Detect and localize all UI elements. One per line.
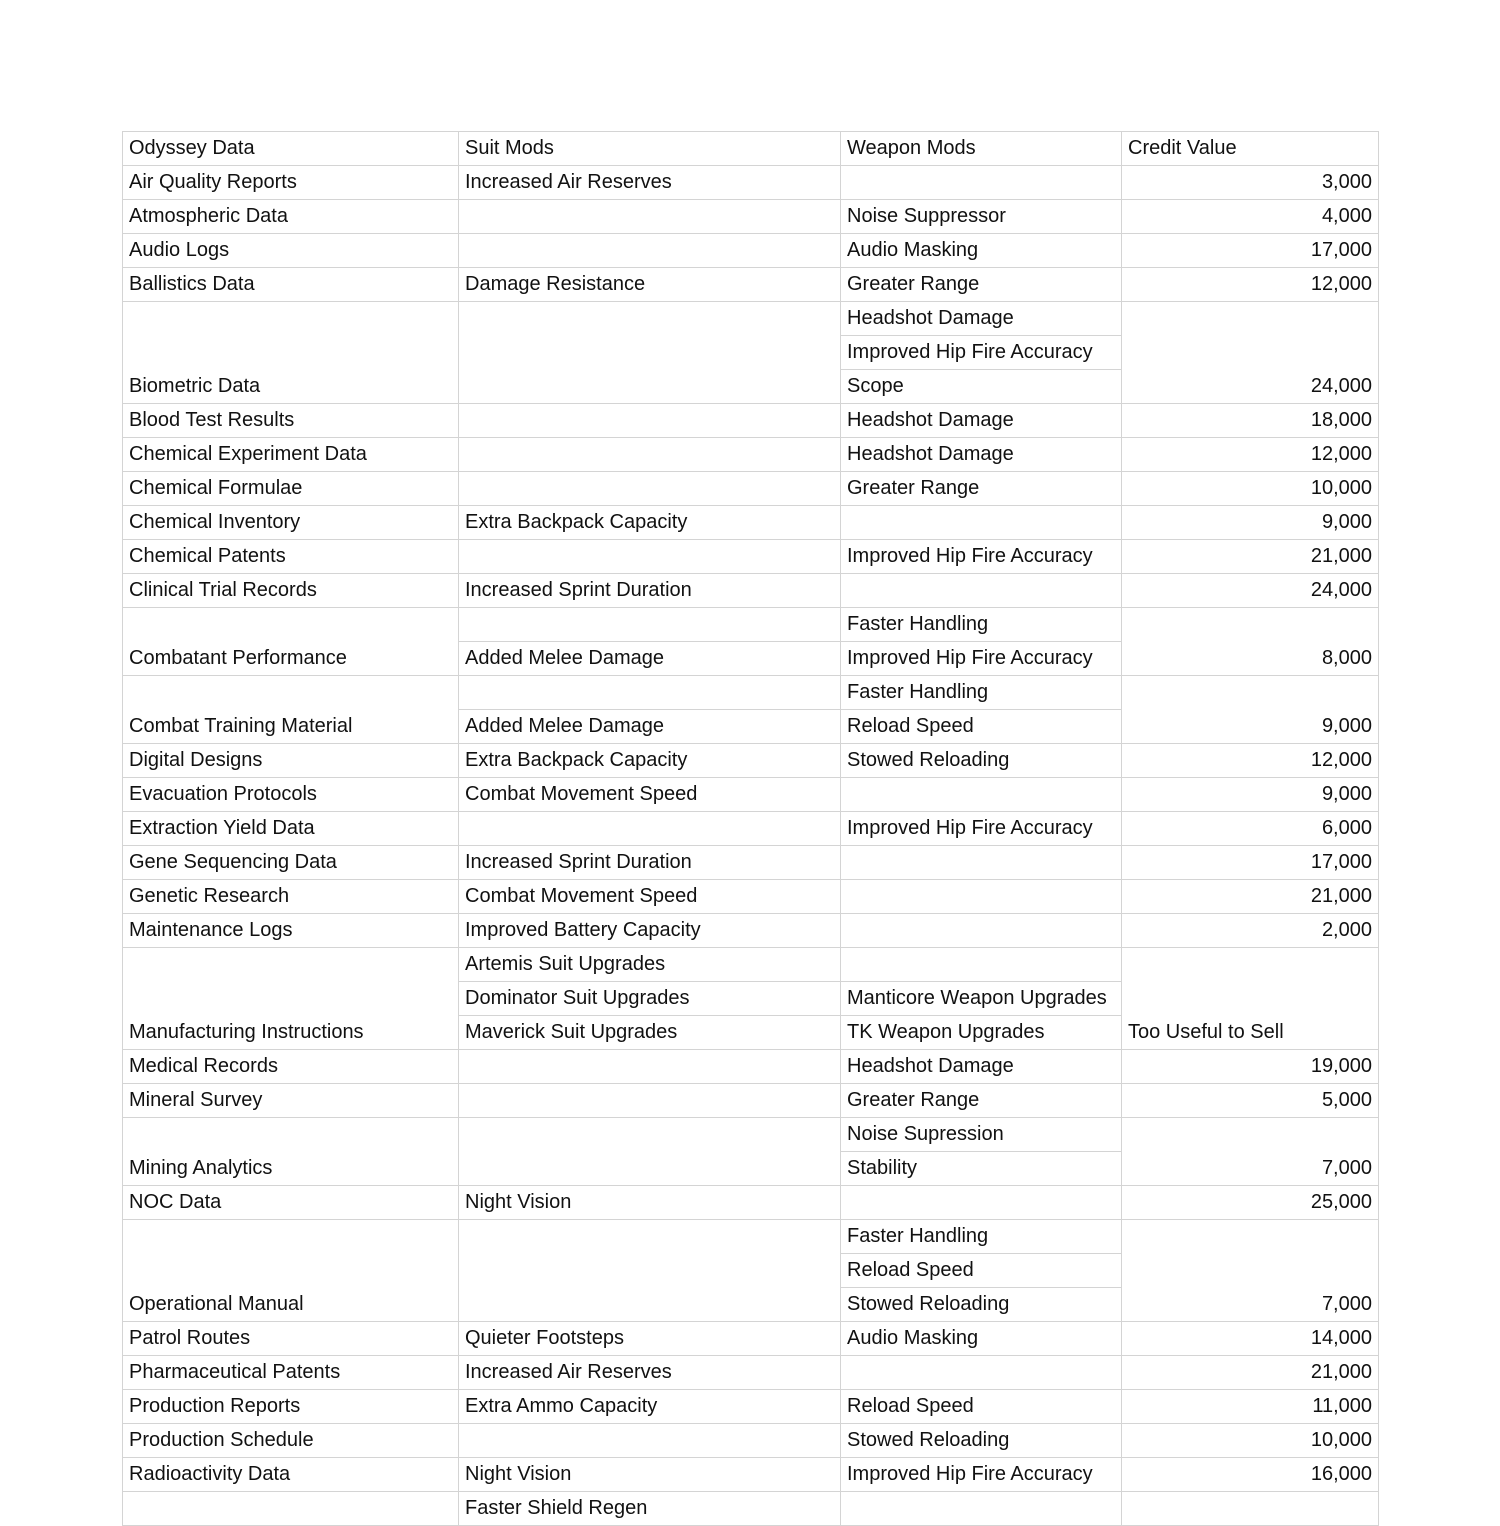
credit-value-cell: 10,000 xyxy=(1122,472,1379,506)
table-body xyxy=(123,132,1379,1526)
weapon-mods-cell: Headshot Damage xyxy=(841,1050,1122,1084)
odyssey-data-cell: Manufacturing Instructions xyxy=(123,948,459,1050)
weapon-mods-cell: Greater Range xyxy=(841,472,1122,506)
odyssey-data-cell: Chemical Experiment Data xyxy=(123,438,459,472)
weapon-mods-cell: Reload Speed xyxy=(841,710,1122,744)
table-row xyxy=(123,1458,1379,1492)
suit-mods-cell: Night Vision xyxy=(459,1458,841,1492)
credit-value-cell: 11,000 xyxy=(1122,1390,1379,1424)
weapon-mods-cell: Scope xyxy=(841,370,1122,404)
credit-value-cell: 9,000 xyxy=(1122,778,1379,812)
credit-value-cell: 9,000 xyxy=(1122,676,1379,744)
odyssey-data-cell: Chemical Formulae xyxy=(123,472,459,506)
odyssey-data-cell: Patrol Routes xyxy=(123,1322,459,1356)
odyssey-data-cell: Air Quality Reports xyxy=(123,166,459,200)
weapon-mods-cell: Stability xyxy=(841,1152,1122,1186)
credit-value-cell xyxy=(1122,1492,1379,1526)
odyssey-data-cell: Mineral Survey xyxy=(123,1084,459,1118)
table-row xyxy=(123,744,1379,778)
credit-value-cell: 17,000 xyxy=(1122,234,1379,268)
suit-mods-cell xyxy=(459,812,841,846)
table-row xyxy=(123,1118,1379,1152)
table-row xyxy=(123,1356,1379,1390)
table-row xyxy=(123,880,1379,914)
weapon-mods-cell xyxy=(841,948,1122,982)
odyssey-data-table xyxy=(122,131,1379,1526)
odyssey-data-cell: Evacuation Protocols xyxy=(123,778,459,812)
table-row xyxy=(123,472,1379,506)
table-row xyxy=(123,404,1379,438)
weapon-mods-cell xyxy=(841,880,1122,914)
table-row xyxy=(123,1220,1379,1254)
weapon-mods-cell: Audio Masking xyxy=(841,234,1122,268)
credit-value-cell: 12,000 xyxy=(1122,268,1379,302)
header-suit-mods: Suit Mods xyxy=(459,132,841,166)
suit-mods-cell: Increased Sprint Duration xyxy=(459,846,841,880)
weapon-mods-cell xyxy=(841,846,1122,880)
odyssey-data-cell: Maintenance Logs xyxy=(123,914,459,948)
table-row xyxy=(123,948,1379,982)
table-row xyxy=(123,438,1379,472)
suit-mods-cell: Added Melee Damage xyxy=(459,710,841,744)
suit-mods-cell xyxy=(459,1118,841,1186)
table-row xyxy=(123,608,1379,642)
odyssey-data-cell: Operational Manual xyxy=(123,1220,459,1322)
table-row xyxy=(123,676,1379,710)
odyssey-data-cell: Atmospheric Data xyxy=(123,200,459,234)
suit-mods-cell xyxy=(459,302,841,404)
suit-mods-cell xyxy=(459,608,841,642)
weapon-mods-cell: Improved Hip Fire Accuracy xyxy=(841,1458,1122,1492)
header-credit-value: Credit Value xyxy=(1122,132,1379,166)
credit-value-cell: 4,000 xyxy=(1122,200,1379,234)
table-row xyxy=(123,574,1379,608)
table-row xyxy=(123,200,1379,234)
table-row xyxy=(123,846,1379,880)
suit-mods-cell xyxy=(459,200,841,234)
suit-mods-cell: Added Melee Damage xyxy=(459,642,841,676)
weapon-mods-cell xyxy=(841,1186,1122,1220)
weapon-mods-cell: Noise Suppressor xyxy=(841,200,1122,234)
table-row xyxy=(123,268,1379,302)
table-row xyxy=(123,166,1379,200)
credit-value-cell: 5,000 xyxy=(1122,1084,1379,1118)
table-row xyxy=(123,302,1379,336)
odyssey-data-cell: Audio Logs xyxy=(123,234,459,268)
table-row xyxy=(123,540,1379,574)
credit-value-cell: 25,000 xyxy=(1122,1186,1379,1220)
weapon-mods-cell: Improved Hip Fire Accuracy xyxy=(841,642,1122,676)
credit-value-cell: 12,000 xyxy=(1122,744,1379,778)
weapon-mods-cell xyxy=(841,778,1122,812)
odyssey-data-cell: Gene Sequencing Data xyxy=(123,846,459,880)
weapon-mods-cell: Improved Hip Fire Accuracy xyxy=(841,540,1122,574)
table-row xyxy=(123,234,1379,268)
suit-mods-cell: Damage Resistance xyxy=(459,268,841,302)
odyssey-data-cell: Ballistics Data xyxy=(123,268,459,302)
weapon-mods-cell: TK Weapon Upgrades xyxy=(841,1016,1122,1050)
suit-mods-cell: Extra Backpack Capacity xyxy=(459,744,841,778)
odyssey-data-cell: NOC Data xyxy=(123,1186,459,1220)
table-row xyxy=(123,506,1379,540)
table-row xyxy=(123,1322,1379,1356)
credit-value-cell: 21,000 xyxy=(1122,540,1379,574)
credit-value-cell: 12,000 xyxy=(1122,438,1379,472)
odyssey-data-cell: Extraction Yield Data xyxy=(123,812,459,846)
weapon-mods-cell: Improved Hip Fire Accuracy xyxy=(841,336,1122,370)
header-row xyxy=(123,132,1379,166)
credit-value-cell: 2,000 xyxy=(1122,914,1379,948)
weapon-mods-cell xyxy=(841,914,1122,948)
odyssey-data-cell: Combatant Performance xyxy=(123,608,459,676)
odyssey-data-cell: Chemical Inventory xyxy=(123,506,459,540)
weapon-mods-cell: Reload Speed xyxy=(841,1390,1122,1424)
weapon-mods-cell: Headshot Damage xyxy=(841,302,1122,336)
suit-mods-cell xyxy=(459,438,841,472)
credit-value-cell: 7,000 xyxy=(1122,1118,1379,1186)
credit-value-cell: Too Useful to Sell xyxy=(1122,948,1379,1050)
weapon-mods-cell: Headshot Damage xyxy=(841,404,1122,438)
table-row xyxy=(123,1186,1379,1220)
odyssey-data-cell: Blood Test Results xyxy=(123,404,459,438)
suit-mods-cell xyxy=(459,1050,841,1084)
table-row xyxy=(123,1492,1379,1526)
suit-mods-cell: Night Vision xyxy=(459,1186,841,1220)
weapon-mods-cell xyxy=(841,1492,1122,1526)
credit-value-cell: 10,000 xyxy=(1122,1424,1379,1458)
suit-mods-cell: Increased Sprint Duration xyxy=(459,574,841,608)
odyssey-data-cell: Combat Training Material xyxy=(123,676,459,744)
suit-mods-cell: Faster Shield Regen xyxy=(459,1492,841,1526)
credit-value-cell: 21,000 xyxy=(1122,1356,1379,1390)
odyssey-data-cell: Digital Designs xyxy=(123,744,459,778)
odyssey-data-cell: Clinical Trial Records xyxy=(123,574,459,608)
weapon-mods-cell: Stowed Reloading xyxy=(841,744,1122,778)
weapon-mods-cell xyxy=(841,506,1122,540)
table-row xyxy=(123,914,1379,948)
suit-mods-cell: Artemis Suit Upgrades xyxy=(459,948,841,982)
suit-mods-cell xyxy=(459,1424,841,1458)
weapon-mods-cell xyxy=(841,574,1122,608)
suit-mods-cell: Combat Movement Speed xyxy=(459,778,841,812)
weapon-mods-cell: Faster Handling xyxy=(841,608,1122,642)
credit-value-cell: 21,000 xyxy=(1122,880,1379,914)
odyssey-data-cell: Genetic Research xyxy=(123,880,459,914)
odyssey-data-cell: Chemical Patents xyxy=(123,540,459,574)
header-odyssey-data: Odyssey Data xyxy=(123,132,459,166)
odyssey-data-cell: Production Reports xyxy=(123,1390,459,1424)
suit-mods-cell xyxy=(459,472,841,506)
credit-value-cell: 8,000 xyxy=(1122,608,1379,676)
suit-mods-cell: Improved Battery Capacity xyxy=(459,914,841,948)
suit-mods-cell: Dominator Suit Upgrades xyxy=(459,982,841,1016)
weapon-mods-cell: Faster Handling xyxy=(841,1220,1122,1254)
table-row xyxy=(123,1050,1379,1084)
suit-mods-cell: Increased Air Reserves xyxy=(459,1356,841,1390)
weapon-mods-cell: Faster Handling xyxy=(841,676,1122,710)
credit-value-cell: 14,000 xyxy=(1122,1322,1379,1356)
odyssey-data-cell: Radioactivity Data xyxy=(123,1458,459,1492)
table-row xyxy=(123,1084,1379,1118)
odyssey-data-cell: Medical Records xyxy=(123,1050,459,1084)
credit-value-cell: 7,000 xyxy=(1122,1220,1379,1322)
odyssey-data-cell: Production Schedule xyxy=(123,1424,459,1458)
weapon-mods-cell: Noise Supression xyxy=(841,1118,1122,1152)
table-row xyxy=(123,778,1379,812)
credit-value-cell: 18,000 xyxy=(1122,404,1379,438)
weapon-mods-cell: Manticore Weapon Upgrades xyxy=(841,982,1122,1016)
suit-mods-cell: Extra Backpack Capacity xyxy=(459,506,841,540)
suit-mods-cell xyxy=(459,540,841,574)
suit-mods-cell: Extra Ammo Capacity xyxy=(459,1390,841,1424)
table-row xyxy=(123,1390,1379,1424)
credit-value-cell: 17,000 xyxy=(1122,846,1379,880)
table-row xyxy=(123,812,1379,846)
credit-value-cell: 6,000 xyxy=(1122,812,1379,846)
weapon-mods-cell: Audio Masking xyxy=(841,1322,1122,1356)
credit-value-cell: 16,000 xyxy=(1122,1458,1379,1492)
suit-mods-cell: Maverick Suit Upgrades xyxy=(459,1016,841,1050)
credit-value-cell: 19,000 xyxy=(1122,1050,1379,1084)
table-row xyxy=(123,1424,1379,1458)
weapon-mods-cell: Stowed Reloading xyxy=(841,1288,1122,1322)
weapon-mods-cell: Reload Speed xyxy=(841,1254,1122,1288)
odyssey-data-cell: Pharmaceutical Patents xyxy=(123,1356,459,1390)
weapon-mods-cell: Greater Range xyxy=(841,1084,1122,1118)
suit-mods-cell xyxy=(459,1084,841,1118)
suit-mods-cell xyxy=(459,1220,841,1322)
credit-value-cell: 24,000 xyxy=(1122,574,1379,608)
credit-value-cell: 24,000 xyxy=(1122,302,1379,404)
weapon-mods-cell xyxy=(841,166,1122,200)
odyssey-data-cell: Mining Analytics xyxy=(123,1118,459,1186)
weapon-mods-cell: Greater Range xyxy=(841,268,1122,302)
odyssey-data-cell xyxy=(123,1492,459,1526)
weapon-mods-cell: Improved Hip Fire Accuracy xyxy=(841,812,1122,846)
suit-mods-cell xyxy=(459,676,841,710)
weapon-mods-cell xyxy=(841,1356,1122,1390)
suit-mods-cell: Combat Movement Speed xyxy=(459,880,841,914)
suit-mods-cell: Quieter Footsteps xyxy=(459,1322,841,1356)
credit-value-cell: 3,000 xyxy=(1122,166,1379,200)
suit-mods-cell xyxy=(459,404,841,438)
weapon-mods-cell: Stowed Reloading xyxy=(841,1424,1122,1458)
suit-mods-cell: Increased Air Reserves xyxy=(459,166,841,200)
suit-mods-cell xyxy=(459,234,841,268)
credit-value-cell: 9,000 xyxy=(1122,506,1379,540)
header-weapon-mods: Weapon Mods xyxy=(841,132,1122,166)
weapon-mods-cell: Headshot Damage xyxy=(841,438,1122,472)
odyssey-data-cell: Biometric Data xyxy=(123,302,459,404)
